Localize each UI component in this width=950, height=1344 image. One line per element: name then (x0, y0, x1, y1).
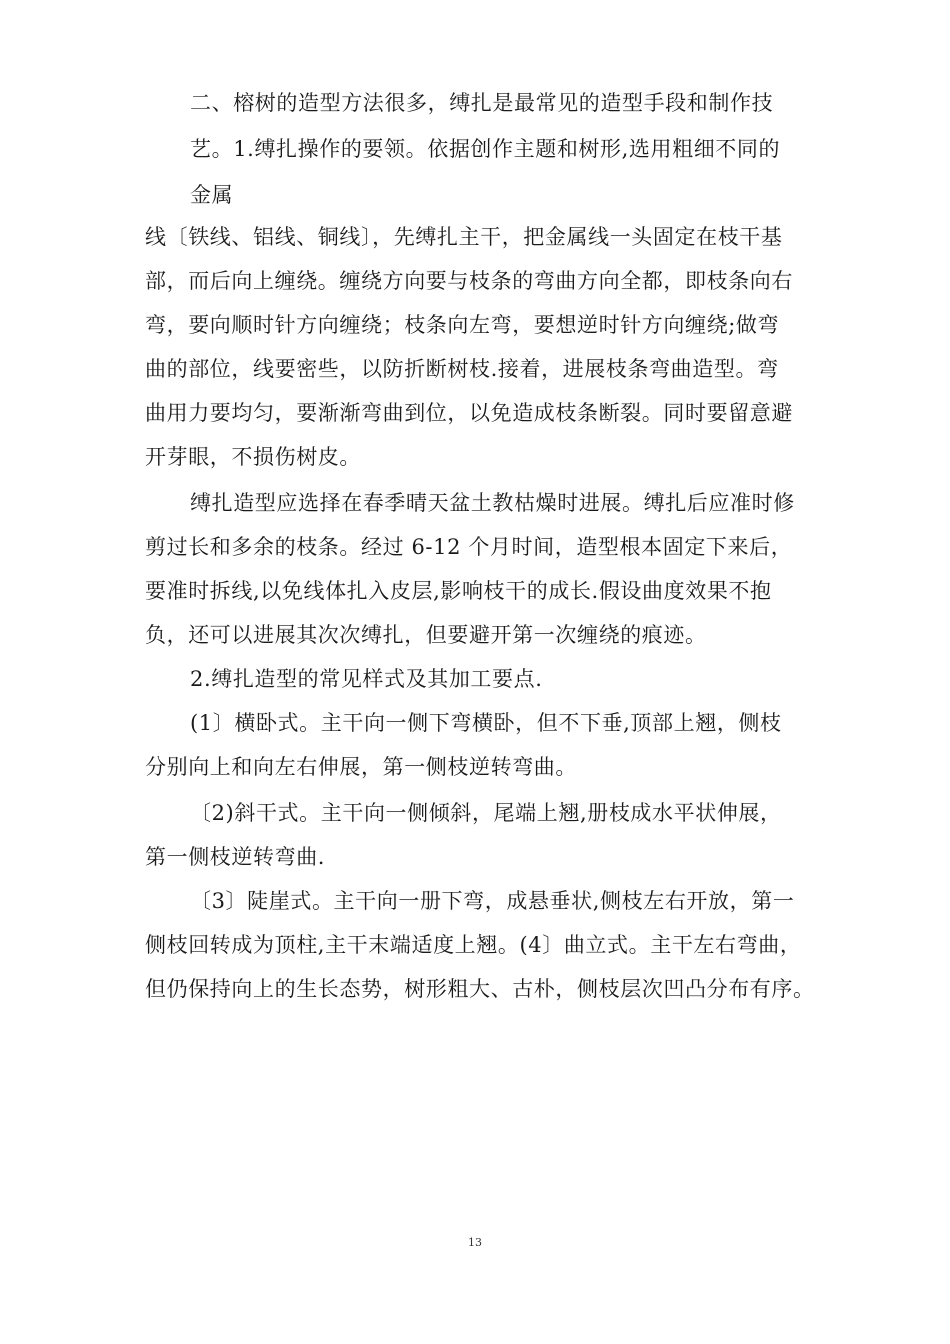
paragraph-3-line-3: 要准时拆线,以免线体扎入皮层,影响枝干的成长.假设曲度效果不抱 (145, 579, 772, 603)
paragraph-3-line-2: 剪过长和多余的枝条。经过 6-12 个月时间，造型根本固定下来后， (145, 535, 793, 559)
paragraph-6-line-2: 第一侧枝逆转弯曲. (145, 845, 326, 869)
page-number: 13 (468, 1236, 482, 1249)
paragraph-5-line-2: 分别向上和向左右伸展，第一侧枝逆转弯曲。 (145, 755, 577, 779)
paragraph-1-line-2: 艺。1.缚扎操作的要领。依据创作主题和树形,选用粗细不同的 (190, 137, 781, 161)
paragraph-2-line-3: 弯，要向顺时针方向缠绕；枝条向左弯，要想逆时针方向缠绕;做弯 (145, 313, 780, 337)
paragraph-3-line-1: 缚扎造型应选择在春季晴天盆土教枯燥时进展。缚扎后应准时修 (190, 491, 795, 515)
paragraph-7-line-1: 〔3〕陡崖式。主干向一册下弯，成悬垂状,侧枝左右开放，第一 (190, 889, 795, 913)
paragraph-2-line-5: 曲用力要均匀，要渐渐弯曲到位，以免造成枝条断裂。同时要留意避 (145, 401, 793, 425)
paragraph-2-line-2: 部，而后向上缠绕。缠绕方向要与枝条的弯曲方向全都，即枝条向右 (145, 269, 793, 293)
paragraph-3-line-4: 负，还可以进展其次次缚扎，但要避开第一次缠绕的痕迹。 (145, 623, 707, 647)
paragraph-6-line-1: 〔2)斜干式。主干向一侧倾斜，尾端上翘,册枝成水平状伸展， (190, 801, 782, 825)
paragraph-1-line-1: 二、榕树的造型方法很多，缚扎是最常见的造型手段和制作技 (190, 91, 774, 115)
paragraph-7-line-2: 侧枝回转成为顶柱,主干末端适度上翘。(4〕曲立式。主干左右弯曲， (145, 933, 802, 957)
paragraph-2-line-6: 开芽眼，不损伤树皮。 (145, 445, 361, 469)
paragraph-2-line-4: 曲的部位，线要密些，以防折断树枝.接着，进展枝条弯曲造型。弯 (145, 357, 779, 381)
paragraph-5-line-1: (1〕横卧式。主干向一侧下弯横卧，但不下垂,顶部上翘，侧枝 (190, 711, 782, 735)
paragraph-4-line-1: 2.缚扎造型的常见样式及其加工要点. (190, 667, 543, 691)
paragraph-7-line-3: 但仍保持向上的生长态势，树形粗大、古朴，侧枝层次凹凸分布有序。 (145, 977, 815, 1001)
paragraph-1-line-3: 金属 (190, 183, 234, 207)
paragraph-2-line-1: 线〔铁线、铝线、铜线〕，先缚扎主干，把金属线一头固定在枝干基 (145, 225, 783, 249)
